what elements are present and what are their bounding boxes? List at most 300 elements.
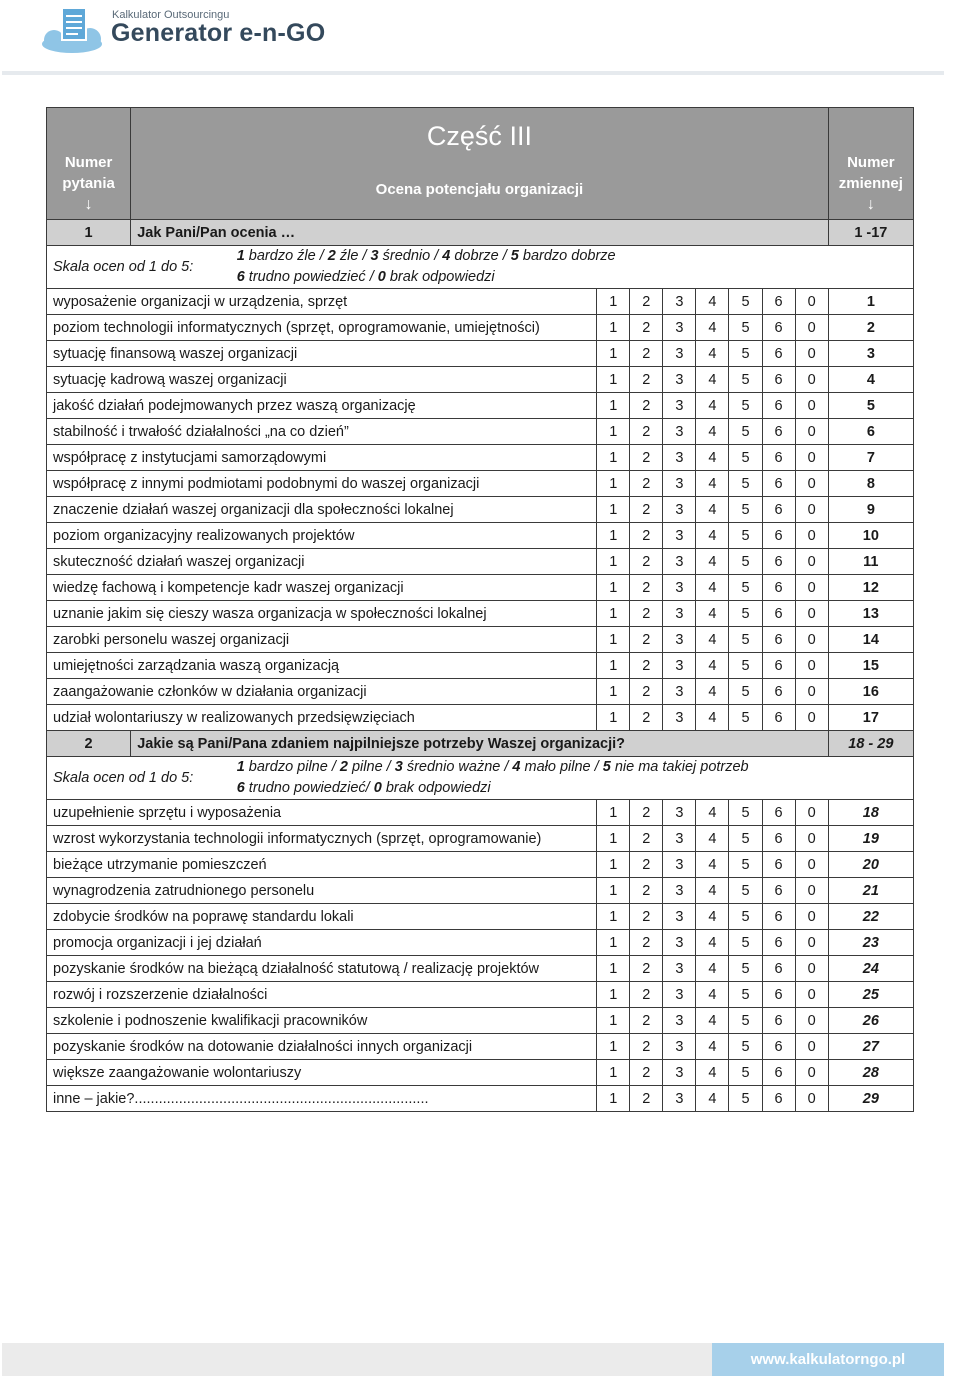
rating-option[interactable]: 2 [630,1008,663,1034]
rating-option[interactable]: 5 [729,471,762,497]
rating-option[interactable]: 6 [762,419,795,445]
rating-option[interactable]: 6 [762,930,795,956]
rating-option[interactable]: 0 [795,982,828,1008]
rating-option[interactable]: 5 [729,679,762,705]
rating-option[interactable]: 4 [696,1034,729,1060]
rating-option[interactable]: 5 [729,497,762,523]
item-row [47,367,914,393]
rating-option[interactable]: 2 [630,393,663,419]
rating-option[interactable]: 0 [795,627,828,653]
rating-option[interactable]: 0 [795,575,828,601]
rating-option[interactable]: 4 [696,523,729,549]
right-header-line1: Numer [847,154,895,171]
rating-option[interactable]: 4 [696,705,729,731]
rating-option[interactable]: 0 [795,289,828,315]
rating-option[interactable]: 1 [597,471,630,497]
rating-option[interactable]: 4 [696,627,729,653]
rating-option[interactable]: 5 [729,1034,762,1060]
rating-option[interactable]: 6 [762,705,795,731]
rating-option[interactable]: 1 [597,419,630,445]
rating-option[interactable]: 2 [630,826,663,852]
rating-option[interactable]: 5 [729,419,762,445]
variable-number: 17 [828,705,913,731]
rating-option[interactable]: 1 [597,982,630,1008]
rating-option[interactable]: 3 [663,653,696,679]
rating-option[interactable]: 3 [663,878,696,904]
rating-option[interactable]: 6 [762,982,795,1008]
rating-option[interactable]: 6 [762,800,795,826]
rating-option[interactable]: 3 [663,575,696,601]
rating-option[interactable]: 2 [630,800,663,826]
rating-option[interactable]: 5 [729,878,762,904]
item-row [47,393,914,419]
rating-option[interactable]: 2 [630,627,663,653]
rating-option[interactable]: 0 [795,705,828,731]
item-row [47,982,914,1008]
survey-table [46,107,914,1112]
part-title: Część III [131,108,829,160]
rating-option[interactable]: 2 [630,956,663,982]
item-label: zdobycie środków na poprawę standardu lokali [47,904,597,930]
rating-option[interactable]: 4 [696,852,729,878]
rating-option[interactable]: 0 [795,549,828,575]
item-label: wyposażenie organizacji w urządzenia, sprzęt [47,289,597,315]
rating-option[interactable]: 1 [597,826,630,852]
rating-option[interactable]: 2 [630,289,663,315]
rating-option[interactable]: 5 [729,523,762,549]
item-label: uzupełnienie sprzętu i wyposażenia [47,800,597,826]
logo-name: Generator e-n-GO [111,19,326,47]
rating-option[interactable]: 4 [696,679,729,705]
rating-option[interactable]: 6 [762,289,795,315]
rating-option[interactable]: 4 [696,549,729,575]
rating-option[interactable]: 4 [696,601,729,627]
variable-number: 5 [828,393,913,419]
rating-option[interactable]: 6 [762,1008,795,1034]
scale-line2: 6 trudno powiedzieć / 0 brak odpowiedzi [236,269,495,285]
rating-option[interactable]: 4 [696,367,729,393]
item-label: wiedzę fachową i kompetencje kadr waszej organizacji [47,575,597,601]
rating-option[interactable]: 6 [762,523,795,549]
item-row [47,471,914,497]
rating-option[interactable]: 5 [729,1086,762,1112]
rating-option[interactable]: 0 [795,679,828,705]
rating-option[interactable]: 0 [795,878,828,904]
right-header-line2: zmiennej [838,175,903,192]
item-row [47,601,914,627]
rating-option[interactable]: 5 [729,956,762,982]
rating-option[interactable]: 3 [663,800,696,826]
rating-option[interactable]: 6 [762,497,795,523]
rating-option[interactable]: 2 [630,679,663,705]
rating-option[interactable]: 1 [597,1034,630,1060]
rating-option[interactable]: 1 [597,1060,630,1086]
rating-option[interactable]: 2 [630,497,663,523]
rating-option[interactable]: 3 [663,1008,696,1034]
rating-option[interactable]: 0 [795,419,828,445]
item-label: wynagrodzenia zatrudnionego personelu [47,878,597,904]
rating-option[interactable]: 3 [663,419,696,445]
item-label: zarobki personelu waszej organizacji [47,627,597,653]
variable-number: 11 [828,549,913,575]
variable-number: 12 [828,575,913,601]
arrow-down-icon: ↓ [84,196,93,213]
rating-option[interactable]: 1 [597,800,630,826]
rating-option[interactable]: 2 [630,341,663,367]
rating-option[interactable]: 3 [663,367,696,393]
rating-option[interactable]: 1 [597,653,630,679]
rating-option[interactable]: 6 [762,315,795,341]
rating-option[interactable]: 2 [630,1060,663,1086]
rating-option[interactable]: 6 [762,575,795,601]
item-label: uznanie jakim się cieszy wasza organizacja w społeczności lokalnej [47,601,597,627]
left-header-line2: pytania [62,175,115,192]
variable-number: 28 [828,1060,913,1086]
rating-option[interactable]: 4 [696,982,729,1008]
rating-option[interactable]: 1 [597,1086,630,1112]
rating-option[interactable]: 4 [696,930,729,956]
rating-option[interactable]: 6 [762,601,795,627]
rating-option[interactable]: 5 [729,653,762,679]
rating-option[interactable]: 3 [663,497,696,523]
scale-row [47,246,914,289]
rating-option[interactable]: 1 [597,341,630,367]
rating-option[interactable]: 5 [729,341,762,367]
item-label: poziom technologii informatycznych (sprzęt, oprogramowanie, umiejętności) [47,315,597,341]
rating-option[interactable]: 3 [663,393,696,419]
item-label: większe zaangażowanie wolontariuszy [47,1060,597,1086]
rating-option[interactable]: 1 [597,549,630,575]
rating-option[interactable]: 2 [630,549,663,575]
rating-option[interactable]: 6 [762,852,795,878]
rating-option[interactable]: 3 [663,289,696,315]
rating-option[interactable]: 4 [696,393,729,419]
rating-option[interactable]: 4 [696,497,729,523]
rating-option[interactable]: 3 [663,627,696,653]
right-header [828,108,913,220]
rating-option[interactable]: 1 [597,315,630,341]
rating-option[interactable]: 3 [663,982,696,1008]
left-header-line1: Numer [64,154,113,171]
item-label: szkolenie i podnoszenie kwalifikacji pracowników [47,1008,597,1034]
rating-option[interactable]: 6 [762,341,795,367]
question-text: Jak Pani/Pan ocenia … [131,220,829,246]
item-row [47,904,914,930]
rating-option[interactable]: 0 [795,1008,828,1034]
rating-option[interactable]: 6 [762,549,795,575]
rating-option[interactable]: 1 [597,289,630,315]
rating-option[interactable]: 1 [597,523,630,549]
footer-url[interactable]: www.kalkulatorngo.pl [712,1343,944,1376]
variable-number: 19 [828,826,913,852]
rating-option[interactable]: 5 [729,445,762,471]
rating-option[interactable]: 6 [762,904,795,930]
rating-option[interactable]: 3 [663,826,696,852]
rating-option[interactable]: 0 [795,653,828,679]
rating-option[interactable]: 1 [597,956,630,982]
item-label: zaangażowanie członków w działania organizacji [47,679,597,705]
rating-option[interactable]: 3 [663,930,696,956]
item-row [47,956,914,982]
question-var-range: 18 - 29 [828,731,913,757]
variable-number: 10 [828,523,913,549]
variable-number: 26 [828,1008,913,1034]
rating-option[interactable]: 4 [696,575,729,601]
rating-option[interactable]: 5 [729,930,762,956]
variable-number: 27 [828,1034,913,1060]
rating-option[interactable]: 5 [729,800,762,826]
variable-number: 9 [828,497,913,523]
rating-option[interactable]: 5 [729,367,762,393]
item-label: wzrost wykorzystania technologii informatycznych (sprzęt, oprogramowanie) [47,826,597,852]
section-title: Ocena potencjału organizacji [131,160,829,220]
rating-option[interactable]: 6 [762,826,795,852]
rating-option[interactable]: 2 [630,982,663,1008]
question-var-range: 1 -17 [828,220,913,246]
rating-option[interactable]: 5 [729,315,762,341]
rating-option[interactable]: 1 [597,393,630,419]
item-label: pozyskanie środków na bieżącą działalność statutową / realizację projektów [47,956,597,982]
rating-option[interactable]: 2 [630,904,663,930]
rating-option[interactable]: 6 [762,367,795,393]
rating-option[interactable]: 4 [696,826,729,852]
rating-option[interactable]: 3 [663,852,696,878]
rating-option[interactable]: 0 [795,956,828,982]
rating-option[interactable]: 4 [696,878,729,904]
rating-option[interactable]: 1 [597,852,630,878]
rating-option[interactable]: 5 [729,1008,762,1034]
rating-option[interactable]: 3 [663,1034,696,1060]
rating-option[interactable]: 4 [696,1008,729,1034]
rating-option[interactable]: 3 [663,679,696,705]
item-row [47,1008,914,1034]
rating-option[interactable]: 0 [795,341,828,367]
variable-number: 16 [828,679,913,705]
rating-option[interactable]: 2 [630,445,663,471]
scale-label: Skala ocen od 1 do 5: [47,757,131,800]
question-text: Jakie są Pani/Pana zdaniem najpilniejsze potrzeby Waszej organizacji? [131,731,829,757]
rating-option[interactable]: 3 [663,549,696,575]
rating-option[interactable]: 1 [597,601,630,627]
rating-option[interactable]: 6 [762,653,795,679]
rating-option[interactable]: 0 [795,904,828,930]
rating-option[interactable]: 1 [597,930,630,956]
rating-option[interactable]: 0 [795,523,828,549]
question-number: 2 [47,731,131,757]
item-label: poziom organizacyjny realizowanych projektów [47,523,597,549]
rating-option[interactable]: 4 [696,419,729,445]
item-row [47,497,914,523]
item-row [47,930,914,956]
rating-option[interactable]: 4 [696,956,729,982]
rating-option[interactable]: 2 [630,471,663,497]
rating-option[interactable]: 6 [762,1060,795,1086]
variable-number: 4 [828,367,913,393]
rating-option[interactable]: 2 [630,523,663,549]
rating-option[interactable]: 1 [597,705,630,731]
cloud-document-icon [40,6,104,54]
rating-option[interactable]: 2 [630,653,663,679]
scale-label: Skala ocen od 1 do 5: [47,246,131,289]
rating-option[interactable]: 2 [630,601,663,627]
rating-option[interactable]: 0 [795,1086,828,1112]
rating-option[interactable]: 0 [795,471,828,497]
item-label: jakość działań podejmowanych przez waszą organizację [47,393,597,419]
rating-option[interactable]: 3 [663,956,696,982]
rating-option[interactable]: 2 [630,1034,663,1060]
arrow-down-icon: ↓ [866,196,875,213]
rating-option[interactable]: 3 [663,445,696,471]
rating-option[interactable]: 5 [729,549,762,575]
variable-number: 1 [828,289,913,315]
rating-option[interactable]: 6 [762,627,795,653]
rating-option[interactable]: 5 [729,575,762,601]
rating-option[interactable]: 4 [696,315,729,341]
rating-option[interactable]: 5 [729,982,762,1008]
variable-number: 2 [828,315,913,341]
rating-option[interactable]: 5 [729,826,762,852]
rating-option[interactable]: 2 [630,367,663,393]
rating-option[interactable]: 3 [663,523,696,549]
scale-line2: 6 trudno powiedzieć/ 0 brak odpowiedzi [236,780,491,796]
rating-option[interactable]: 3 [663,1086,696,1112]
rating-option[interactable]: 2 [630,852,663,878]
rating-option[interactable]: 0 [795,445,828,471]
left-header [47,108,131,220]
rating-option[interactable]: 4 [696,289,729,315]
rating-option[interactable]: 0 [795,1060,828,1086]
item-label: pozyskanie środków na dotowanie działalności innych organizacji [47,1034,597,1060]
item-row [47,445,914,471]
rating-option[interactable]: 4 [696,653,729,679]
rating-option[interactable]: 1 [597,497,630,523]
variable-number: 25 [828,982,913,1008]
variable-number: 20 [828,852,913,878]
rating-option[interactable]: 0 [795,367,828,393]
rating-option[interactable]: 4 [696,471,729,497]
rating-option[interactable]: 3 [663,705,696,731]
rating-option[interactable]: 4 [696,1086,729,1112]
rating-option[interactable]: 6 [762,1086,795,1112]
rating-option[interactable]: 1 [597,575,630,601]
rating-option[interactable]: 3 [663,341,696,367]
item-row [47,705,914,731]
rating-option[interactable]: 6 [762,471,795,497]
rating-option[interactable]: 0 [795,393,828,419]
variable-number: 24 [828,956,913,982]
item-label: sytuację kadrową waszej organizacji [47,367,597,393]
rating-option[interactable]: 0 [795,601,828,627]
item-label: rozwój i rozszerzenie działalności [47,982,597,1008]
rating-option[interactable]: 0 [795,826,828,852]
rating-option[interactable]: 5 [729,904,762,930]
rating-option[interactable]: 1 [597,878,630,904]
item-row [47,523,914,549]
rating-option[interactable]: 5 [729,1060,762,1086]
scale-line1: 1 bardzo źle / 2 źle / 3 średnio / 4 dobrze / 5 bardzo dobrze [236,248,616,264]
rating-option[interactable]: 0 [795,800,828,826]
rating-option[interactable]: 1 [597,445,630,471]
header-divider [2,71,944,75]
item-row [47,679,914,705]
rating-option[interactable]: 6 [762,1034,795,1060]
variable-number: 7 [828,445,913,471]
variable-number: 23 [828,930,913,956]
rating-option[interactable]: 4 [696,445,729,471]
variable-number: 13 [828,601,913,627]
rating-option[interactable]: 1 [597,904,630,930]
rating-option[interactable]: 1 [597,1008,630,1034]
rating-option[interactable]: 4 [696,341,729,367]
rating-option[interactable]: 2 [630,419,663,445]
rating-option[interactable]: 3 [663,315,696,341]
rating-option[interactable]: 3 [663,904,696,930]
item-label: skuteczność działań waszej organizacji [47,549,597,575]
rating-option[interactable]: 6 [762,956,795,982]
rating-option[interactable]: 0 [795,1034,828,1060]
rating-option[interactable]: 0 [795,315,828,341]
rating-option[interactable]: 3 [663,1060,696,1086]
rating-option[interactable]: 1 [597,627,630,653]
item-row [47,1034,914,1060]
rating-option[interactable]: 6 [762,878,795,904]
rating-option[interactable]: 2 [630,705,663,731]
rating-option[interactable]: 2 [630,575,663,601]
rating-option[interactable]: 5 [729,289,762,315]
rating-option[interactable]: 5 [729,627,762,653]
item-row [47,315,914,341]
variable-number: 22 [828,904,913,930]
rating-option[interactable]: 2 [630,315,663,341]
rating-option[interactable]: 1 [597,679,630,705]
item-row [47,852,914,878]
rating-option[interactable]: 2 [630,878,663,904]
rating-option[interactable]: 3 [663,471,696,497]
logo [40,6,340,58]
rating-option[interactable]: 0 [795,930,828,956]
rating-option[interactable]: 1 [597,367,630,393]
rating-option[interactable]: 0 [795,497,828,523]
item-label: inne – jakie?......................................................................... [47,1086,597,1112]
rating-option[interactable]: 4 [696,1060,729,1086]
rating-option[interactable]: 4 [696,800,729,826]
item-row [47,575,914,601]
rating-option[interactable]: 6 [762,679,795,705]
logo-tagline: Kalkulator Outsourcingu [112,9,230,21]
variable-number: 6 [828,419,913,445]
question-row [47,731,914,757]
rating-option[interactable]: 6 [762,445,795,471]
rating-option[interactable]: 2 [630,930,663,956]
rating-option[interactable]: 5 [729,705,762,731]
rating-option[interactable]: 5 [729,601,762,627]
item-row [47,289,914,315]
variable-number: 8 [828,471,913,497]
scale-description [131,757,914,800]
rating-option[interactable]: 4 [696,904,729,930]
item-label: udział wolontariuszy w realizowanych przedsięwzięciach [47,705,597,731]
rating-option[interactable]: 6 [762,393,795,419]
variable-number: 29 [828,1086,913,1112]
item-row [47,419,914,445]
rating-option[interactable]: 3 [663,601,696,627]
rating-option[interactable]: 2 [630,1086,663,1112]
rating-option[interactable]: 5 [729,852,762,878]
item-label: bieżące utrzymanie pomieszczeń [47,852,597,878]
variable-number: 14 [828,627,913,653]
rating-option[interactable]: 5 [729,393,762,419]
rating-option[interactable]: 0 [795,852,828,878]
